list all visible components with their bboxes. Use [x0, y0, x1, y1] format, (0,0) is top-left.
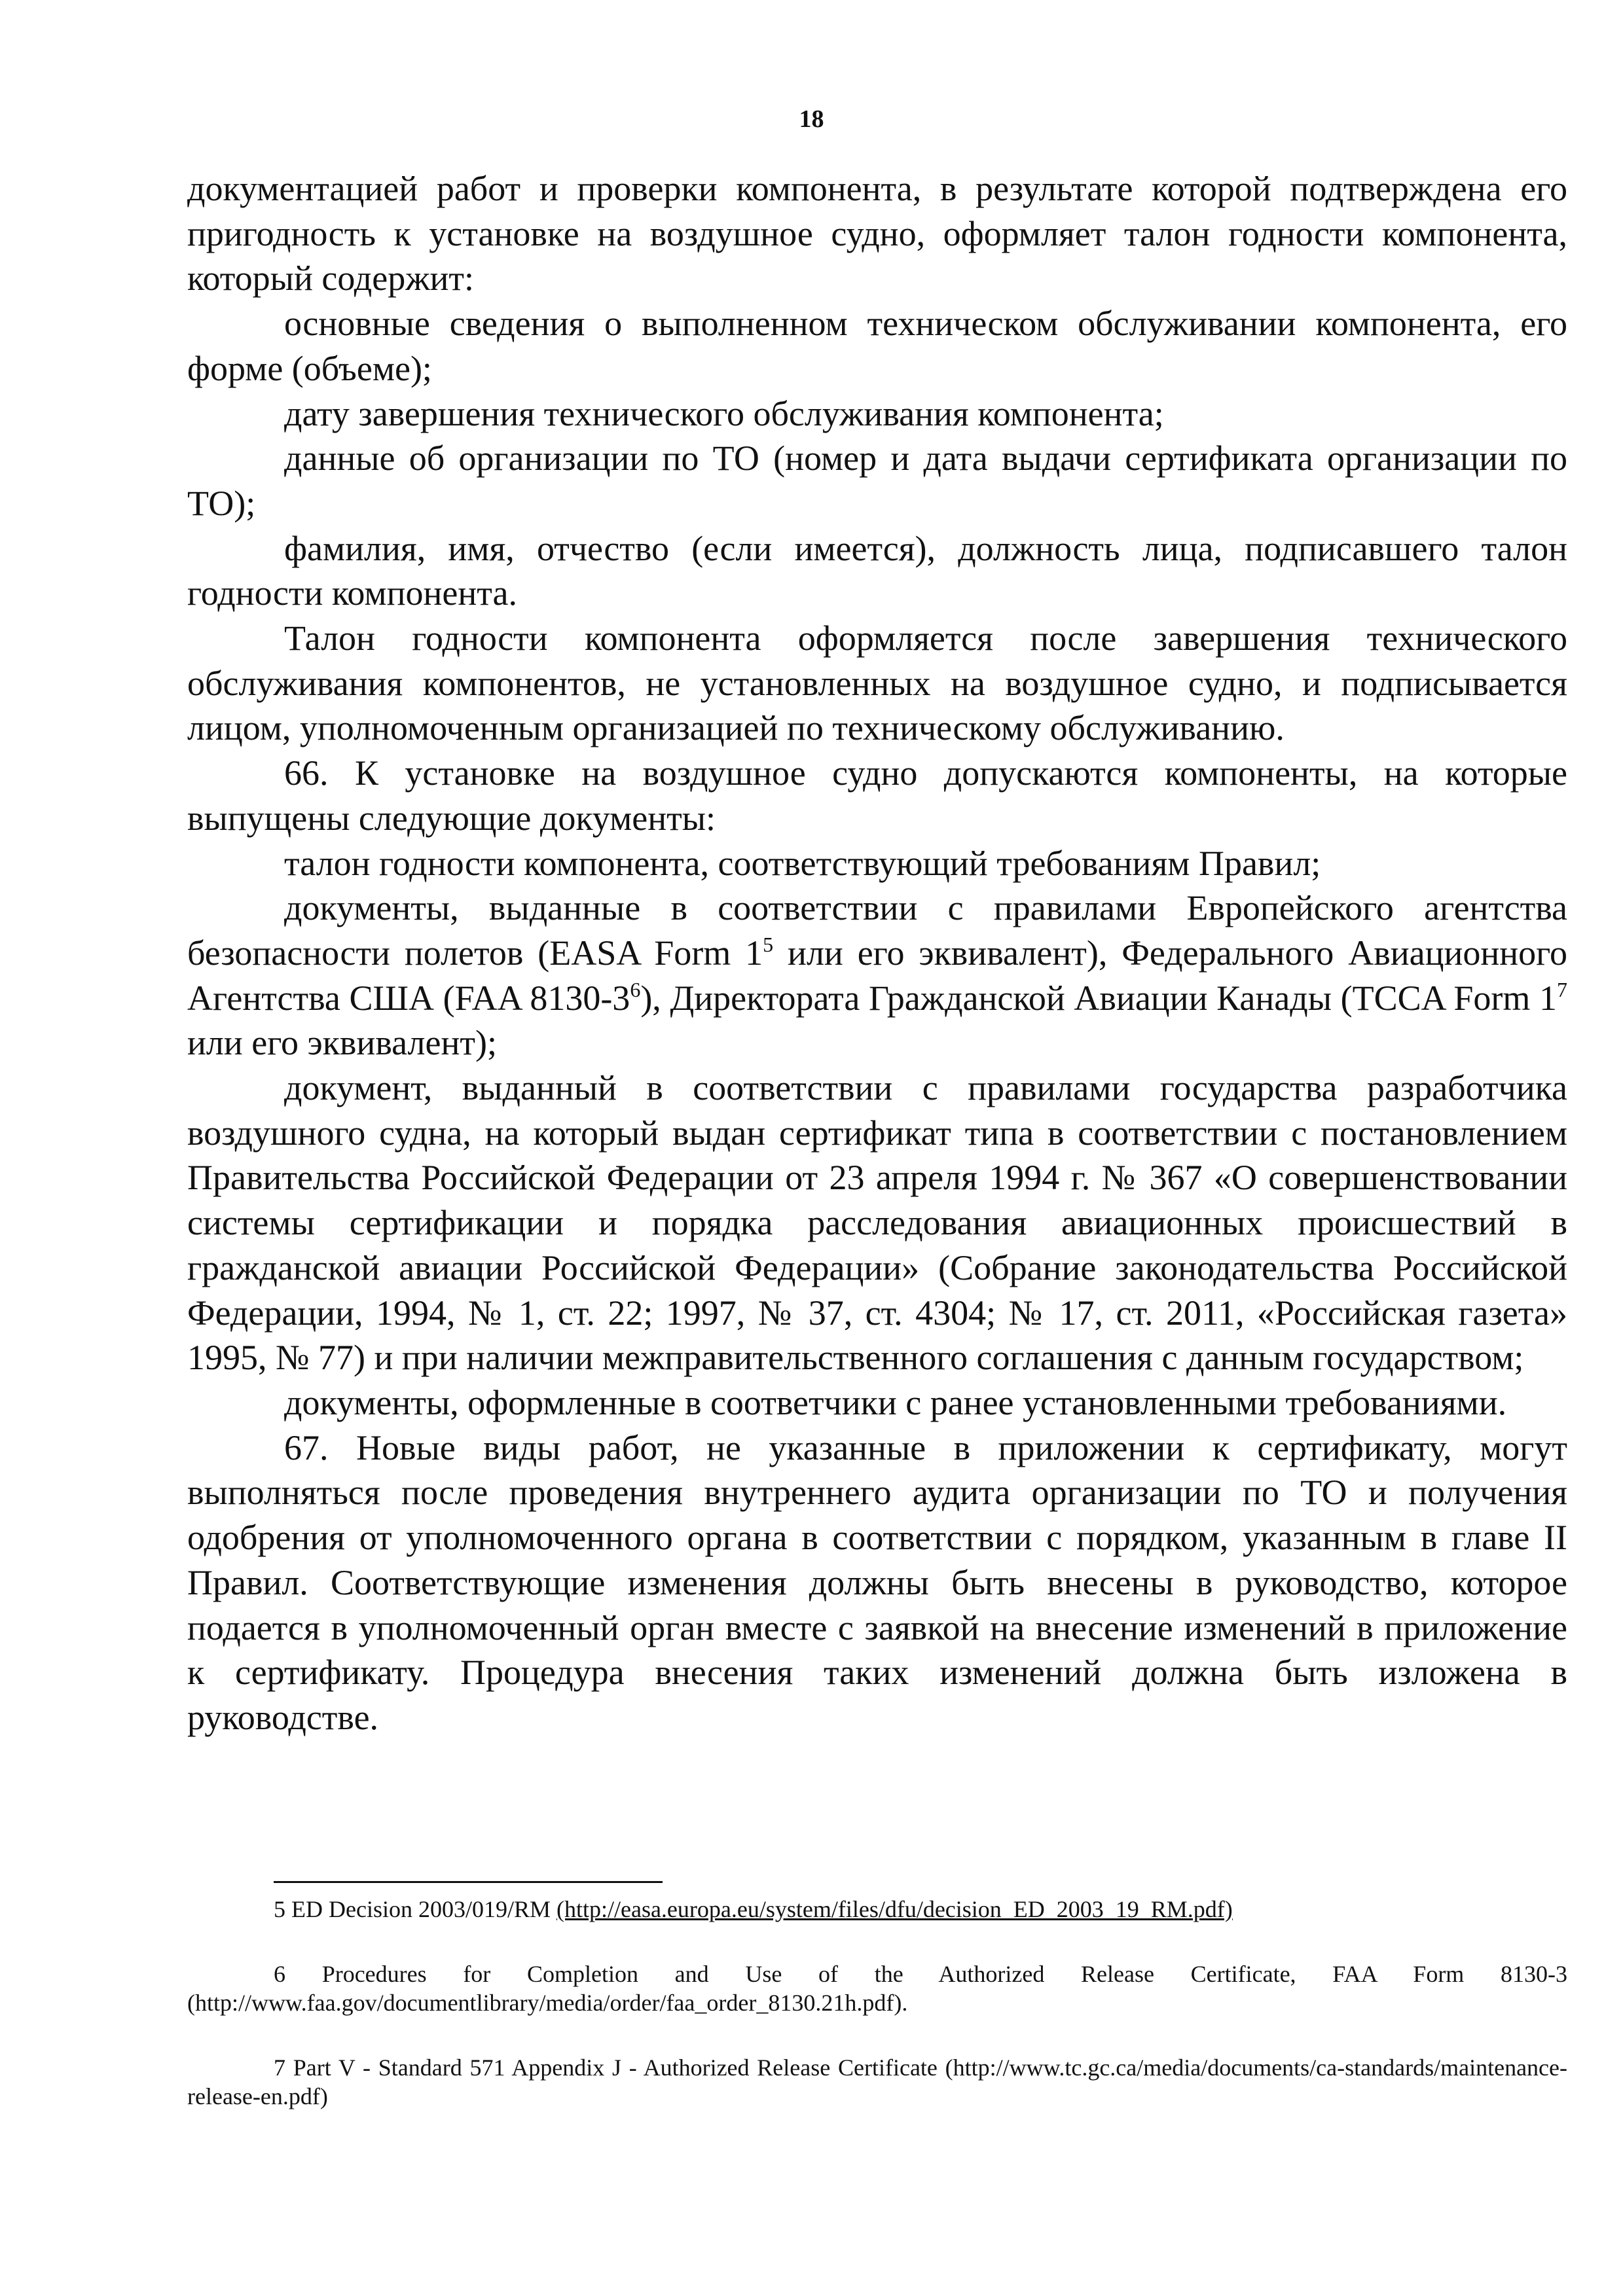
body-text — [187, 166, 1567, 1740]
paragraph-signer: фамилия, имя, отчество (если имеется), должность лица, подписавшего талон годности компонента. — [187, 528, 1567, 613]
footnote-text: 7 Part V - Standard 571 Appendix J - Authorized Release Certificate (http://www.tc.gc.ca/media/documents/ca-standards/maintenance-release-en.pdf) — [187, 2054, 1567, 2109]
footnote-link[interactable]: (http://easa.europa.eu/system/files/dfu/decision_ED_2003_19_RM.pdf) — [556, 1896, 1233, 1922]
footnote-ref-7: 7 — [1557, 977, 1567, 1001]
paragraph-organization-data: данные об организации по ТО (номер и дата выдачи сертификата организации по ТО); — [187, 439, 1567, 523]
footnote-6 — [187, 1960, 1567, 2017]
footnote-separator — [274, 1881, 663, 1883]
footnote-text: 5 ED Decision 2003/019/RM — [274, 1896, 556, 1922]
paragraph-coupon-issued: Талон годности компонента оформляется после завершения технического обслуживания компонентов, не установленных на воздушное судно, и подписывается лицом, уполномоченным организацией по техническому обслуживанию. — [187, 619, 1567, 748]
paragraph-foreign-documents — [187, 886, 1567, 1066]
text-segment: или его эквивалент), Федерального Авиационного Агентства США (FAA 8130-3 — [187, 933, 1567, 1018]
footnote-7 — [187, 2053, 1567, 2111]
footnote-ref-6: 6 — [630, 977, 641, 1001]
paragraph-item-67: 67. Новые виды работ, не указанные в приложении к сертификату, могут выполняться после проведения внутреннего аудита организации по ТО и получения одобрения от уполномоченного органа в соответствии с порядком, указанным в главе II Правил. Соответствующие изменения должны быть внесены в руководство, которое подается в уполномоченный орган вместе с заявкой на внесение изменений в приложение к сертификату. Процедура внесения таких изменений должна быть изложена в руководстве. — [187, 1427, 1567, 1737]
text-segment: ), Директората Гражданской Авиации Канады (TCCA Form 1 — [640, 978, 1557, 1018]
paragraph-developer-state-document: документ, выданный в соответствии с правилами государства разработчика воздушного судна, на который выдан сертификат типа в соответствии с постановлением Правительства Российской Федерации от 23 апреля 1994 г. № 367 «О совершенствовании системы сертификации и порядка расследования авиационных происшествий в гражданской авиации Российской Федерации» (Собрание законодательства Российской Федерации, 1994, № 1, ст. 22; 1997, № 37, ст. 4304; № 17, ст. 2011, «Российская газета» 1995, № 77) и при наличии межправительственного соглашения с данным государством; — [187, 1068, 1567, 1378]
paragraph-continuation: документацией работ и проверки компонента, в результате которой подтверждена его пригодность к установке на воздушное судно, оформляет талон годности компонента, который содержит: — [187, 169, 1567, 298]
page-number: 18 — [799, 105, 824, 133]
paragraph-basic-info: основные сведения о выполненном техническом обслуживании компонента, его форме (объеме); — [187, 304, 1567, 388]
footnote-5 — [187, 1895, 1567, 1924]
footnotes — [187, 1895, 1567, 2147]
text-segment: или его эквивалент); — [187, 1023, 497, 1063]
paragraph-coupon-rules: талон годности компонента, соответствующий требованиям Правил; — [284, 843, 1321, 883]
paragraph-completion-date: дату завершения технического обслуживания компонента; — [284, 393, 1164, 433]
footnote-text: 6 Procedures for Completion and Use of the Authorized Release Certificate, FAA Form 8130-3 (http://www.faa.gov/documentlibrary/media/order/faa_order_8130.21h.pdf). — [187, 1961, 1567, 2016]
paragraph-earlier-requirements: документы, оформленные в соответчики с ранее установленными требованиями. — [284, 1382, 1507, 1422]
footnote-ref-5: 5 — [763, 932, 774, 956]
paragraph-item-66: 66. К установке на воздушное судно допускаются компоненты, на которые выпущены следующие документы: — [187, 753, 1567, 838]
text-segment: документы, выданные в соответствии с правилами Европейского агентства безопасности полетов (EASA Form 1 — [187, 888, 1567, 973]
